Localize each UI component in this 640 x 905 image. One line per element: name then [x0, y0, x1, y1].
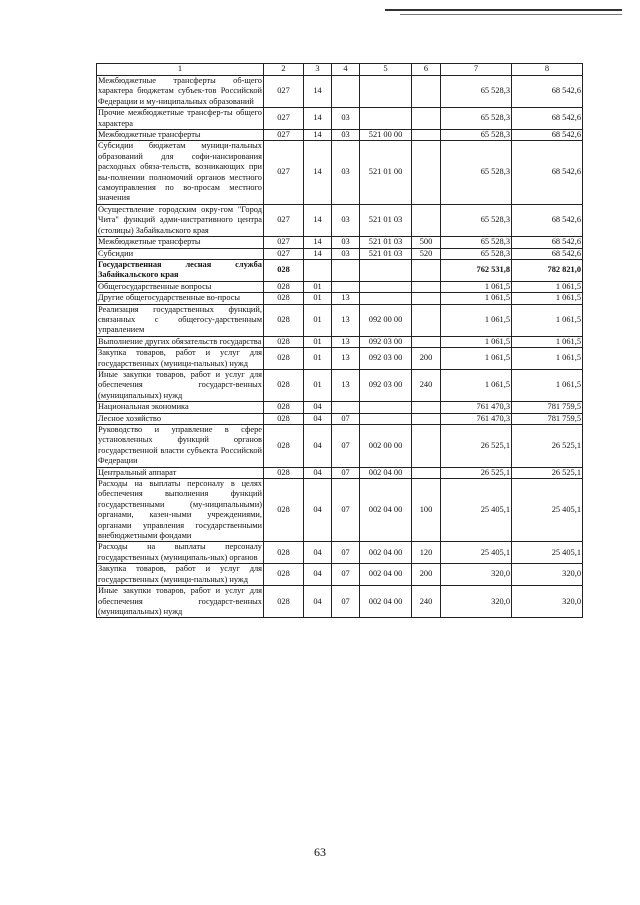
amount-year-2-cell: 68 542,6 [512, 141, 583, 204]
amount-year-2-cell: 1 061,5 [512, 304, 583, 336]
table-row [97, 336, 583, 347]
item-name-cell: Центральный аппарат [97, 467, 264, 478]
amount-year-2-cell: 68 542,6 [512, 237, 583, 248]
ministry-code-cell: 027 [264, 237, 304, 248]
ministry-code-cell: 027 [264, 204, 304, 236]
table-row [97, 108, 583, 130]
ministry-code-cell: 028 [264, 293, 304, 304]
item-name-cell: Реализация государственных функций, связанных с общегосу-дарственным управлением [98, 304, 262, 335]
subsection-code-cell: 03 [332, 248, 360, 259]
ministry-code-cell: 028 [264, 479, 304, 542]
section-code-cell: 01 [304, 348, 332, 370]
amount-year-2-cell: 781 759,5 [512, 402, 583, 413]
amount-year-1-cell: 25 405,1 [441, 479, 512, 542]
item-name-cell: Иные закупки товаров, работ и услуг для обеспечения государст-венных (муниципальных) нужд [98, 369, 262, 400]
table-row [97, 141, 583, 204]
section-code-cell: 04 [304, 425, 332, 468]
amount-year-1-cell: 65 528,3 [441, 237, 512, 248]
target-article-cell: 092 00 00 [360, 304, 412, 336]
expense-type-cell [412, 425, 441, 468]
column-number: 5 [360, 64, 412, 76]
amount-year-2-cell: 25 405,1 [512, 479, 583, 542]
item-name-cell: Руководство и управление в сфере установленных функций органов государственной власти субъекта Российской Федерации [98, 425, 262, 466]
expense-type-cell: 240 [412, 586, 441, 618]
ministry-code-cell: 028 [264, 304, 304, 336]
item-name-cell: Другие общегосударственные во-просы [97, 293, 264, 304]
section-code-cell: 04 [304, 402, 332, 413]
column-number: 6 [412, 64, 441, 76]
column-number: 1 [97, 64, 264, 76]
target-article-cell [360, 413, 412, 424]
top-decorative-rule-thin [400, 14, 622, 15]
item-name-cell: Расходы на выплаты персоналу в целях обеспечения выполнения функций государственными (му-ниципальными) органами, казен-ными учреждениями, органами управления государственными внебюджетными фондами [98, 479, 262, 541]
amount-year-1-cell: 1 061,5 [441, 281, 512, 292]
expense-type-cell [412, 130, 441, 141]
subsection-code-cell: 07 [332, 479, 360, 542]
ministry-code-cell: 028 [264, 402, 304, 413]
section-code-cell: 14 [304, 130, 332, 141]
ministry-code-cell: 028 [264, 413, 304, 424]
target-article-cell: 521 01 03 [360, 204, 412, 236]
section-code-cell: 01 [304, 293, 332, 304]
column-number: 2 [264, 64, 304, 76]
subsection-code-cell: 13 [332, 369, 360, 401]
subsection-code-cell: 07 [332, 586, 360, 618]
item-name-cell: Субсидии бюджетам муници-пальных образований для софи-нансирования расходных обяза-тельств, возникающих при вы-полнении полномочий органов местного самоуправления по во-просам местного значения [98, 141, 262, 203]
expense-type-cell [412, 413, 441, 424]
column-number: 3 [304, 64, 332, 76]
section-code-cell: 04 [304, 542, 332, 564]
table-row [97, 586, 583, 618]
target-article-cell: 092 03 00 [360, 348, 412, 370]
table-row [97, 76, 583, 108]
amount-year-2-cell: 1 061,5 [512, 281, 583, 292]
target-article-cell: 002 00 00 [360, 425, 412, 468]
target-article-cell [360, 259, 412, 281]
amount-year-2-cell: 782 821,0 [512, 259, 583, 281]
item-name-cell: Осуществление городским окру-гом "Город Чита" функций адми-нистративного центра (столицы) Забайкальского края [98, 204, 262, 235]
column-number: 4 [332, 64, 360, 76]
amount-year-2-cell: 68 542,6 [512, 204, 583, 236]
subsection-code-cell: 03 [332, 130, 360, 141]
target-article-cell: 521 01 03 [360, 237, 412, 248]
expense-type-cell [412, 304, 441, 336]
target-article-cell: 002 04 00 [360, 586, 412, 618]
subsection-code-cell: 07 [332, 413, 360, 424]
section-code-cell: 01 [304, 369, 332, 401]
amount-year-1-cell: 65 528,3 [441, 248, 512, 259]
table-row [97, 204, 583, 236]
ministry-code-cell: 028 [264, 542, 304, 564]
expense-type-cell: 500 [412, 237, 441, 248]
table-row [97, 293, 583, 304]
expense-type-cell: 200 [412, 564, 441, 586]
section-code-cell: 14 [304, 108, 332, 130]
column-number-row [97, 64, 583, 76]
amount-year-2-cell: 1 061,5 [512, 293, 583, 304]
amount-year-2-cell: 1 061,5 [512, 369, 583, 401]
table-row [97, 348, 583, 370]
amount-year-1-cell: 1 061,5 [441, 304, 512, 336]
table-row [97, 304, 583, 336]
expense-type-cell [412, 76, 441, 108]
section-code-cell: 01 [304, 304, 332, 336]
item-name-cell: Иные закупки товаров, работ и услуг для обеспечения государст-венных (муниципальных) нужд [98, 586, 262, 616]
expense-type-cell [412, 281, 441, 292]
section-code-cell: 04 [304, 479, 332, 542]
section-code-cell: 04 [304, 467, 332, 478]
subsection-code-cell: 07 [332, 564, 360, 586]
section-code-cell: 01 [304, 336, 332, 347]
amount-year-1-cell: 65 528,3 [441, 141, 512, 204]
top-decorative-rule [385, 9, 622, 11]
section-code-cell: 14 [304, 76, 332, 108]
page-number: 63 [314, 845, 326, 859]
table-row [97, 542, 583, 564]
amount-year-1-cell: 25 405,1 [441, 542, 512, 564]
target-article-cell: 521 00 00 [360, 130, 412, 141]
expense-type-cell [412, 108, 441, 130]
table-row [97, 259, 583, 281]
subsection-code-cell [332, 259, 360, 281]
ministry-code-cell: 028 [264, 425, 304, 468]
section-code-cell: 14 [304, 248, 332, 259]
ministry-code-cell: 027 [264, 76, 304, 108]
section-code-cell: 01 [304, 281, 332, 292]
table-row [97, 248, 583, 259]
section-code-cell: 04 [304, 564, 332, 586]
table-row [97, 467, 583, 478]
table-row [97, 237, 583, 248]
amount-year-2-cell: 26 525,1 [512, 467, 583, 478]
amount-year-2-cell: 68 542,6 [512, 108, 583, 130]
amount-year-1-cell: 26 525,1 [441, 467, 512, 478]
ministry-code-cell: 028 [264, 281, 304, 292]
section-code-cell: 14 [304, 237, 332, 248]
amount-year-2-cell: 320,0 [512, 586, 583, 618]
item-name-cell: Субсидии [97, 248, 264, 259]
table-row [97, 425, 583, 468]
amount-year-2-cell: 1 061,5 [512, 336, 583, 347]
table-row [97, 479, 583, 542]
subsection-code-cell: 03 [332, 237, 360, 248]
amount-year-2-cell: 781 759,5 [512, 413, 583, 424]
section-code-cell: 14 [304, 141, 332, 204]
amount-year-1-cell: 762 531,8 [441, 259, 512, 281]
column-number: 8 [512, 64, 583, 76]
item-name-cell: Лесное хозяйство [97, 413, 264, 424]
target-article-cell: 092 03 00 [360, 336, 412, 347]
target-article-cell [360, 108, 412, 130]
table-row [97, 413, 583, 424]
item-name-cell: Национальная экономика [97, 402, 264, 413]
target-article-cell [360, 281, 412, 292]
item-name-cell: Государственная лесная служба Забайкальского края [98, 259, 262, 280]
budget-table-body [97, 64, 583, 618]
subsection-code-cell [332, 402, 360, 413]
amount-year-1-cell: 761 470,3 [441, 402, 512, 413]
expense-type-cell: 200 [412, 348, 441, 370]
amount-year-1-cell: 1 061,5 [441, 336, 512, 347]
column-number: 7 [441, 64, 512, 76]
expense-type-cell [412, 293, 441, 304]
table-row [97, 130, 583, 141]
amount-year-1-cell: 65 528,3 [441, 130, 512, 141]
table-row [97, 402, 583, 413]
ministry-code-cell: 028 [264, 564, 304, 586]
amount-year-2-cell: 68 542,6 [512, 248, 583, 259]
ministry-code-cell: 028 [264, 467, 304, 478]
table-row [97, 369, 583, 401]
target-article-cell [360, 402, 412, 413]
amount-year-2-cell: 320,0 [512, 564, 583, 586]
amount-year-1-cell: 65 528,3 [441, 204, 512, 236]
subsection-code-cell: 13 [332, 293, 360, 304]
section-code-cell: 14 [304, 204, 332, 236]
ministry-code-cell: 028 [264, 259, 304, 281]
expense-type-cell: 240 [412, 369, 441, 401]
subsection-code-cell: 13 [332, 348, 360, 370]
expense-type-cell: 120 [412, 542, 441, 564]
subsection-code-cell: 07 [332, 425, 360, 468]
subsection-code-cell: 13 [332, 304, 360, 336]
amount-year-2-cell: 25 405,1 [512, 542, 583, 564]
amount-year-2-cell: 26 525,1 [512, 425, 583, 468]
table-row [97, 564, 583, 586]
expense-type-cell [412, 141, 441, 204]
amount-year-1-cell: 1 061,5 [441, 369, 512, 401]
target-article-cell [360, 293, 412, 304]
amount-year-2-cell: 68 542,6 [512, 76, 583, 108]
amount-year-1-cell: 1 061,5 [441, 348, 512, 370]
amount-year-2-cell: 68 542,6 [512, 130, 583, 141]
item-name-cell: Прочие межбюджетные трансфер-ты общего характера [98, 108, 262, 128]
ministry-code-cell: 027 [264, 248, 304, 259]
ministry-code-cell: 028 [264, 586, 304, 618]
target-article-cell: 002 04 00 [360, 479, 412, 542]
expense-type-cell [412, 259, 441, 281]
expense-type-cell: 520 [412, 248, 441, 259]
amount-year-2-cell: 1 061,5 [512, 348, 583, 370]
expense-type-cell [412, 336, 441, 347]
amount-year-1-cell: 26 525,1 [441, 425, 512, 468]
ministry-code-cell: 027 [264, 130, 304, 141]
ministry-code-cell: 028 [264, 336, 304, 347]
subsection-code-cell: 07 [332, 467, 360, 478]
item-name-cell: Общегосударственные вопросы [97, 281, 264, 292]
amount-year-1-cell: 65 528,3 [441, 76, 512, 108]
budget-table [96, 63, 583, 618]
target-article-cell: 002 04 00 [360, 542, 412, 564]
subsection-code-cell [332, 281, 360, 292]
amount-year-1-cell: 320,0 [441, 586, 512, 618]
expense-type-cell [412, 402, 441, 413]
item-name-cell: Закупка товаров, работ и услуг для государственных (муници-пальных) нужд [98, 348, 262, 368]
target-article-cell: 521 01 00 [360, 141, 412, 204]
ministry-code-cell: 028 [264, 369, 304, 401]
ministry-code-cell: 027 [264, 141, 304, 204]
subsection-code-cell [332, 76, 360, 108]
amount-year-1-cell: 1 061,5 [441, 293, 512, 304]
table-row [97, 281, 583, 292]
amount-year-1-cell: 65 528,3 [441, 108, 512, 130]
item-name-cell: Выполнение других обязательств государства [97, 336, 264, 347]
target-article-cell [360, 76, 412, 108]
expense-type-cell [412, 204, 441, 236]
amount-year-1-cell: 761 470,3 [441, 413, 512, 424]
subsection-code-cell: 13 [332, 336, 360, 347]
section-code-cell: 04 [304, 413, 332, 424]
expense-type-cell [412, 467, 441, 478]
section-code-cell: 04 [304, 586, 332, 618]
target-article-cell: 092 03 00 [360, 369, 412, 401]
ministry-code-cell: 027 [264, 108, 304, 130]
target-article-cell: 002 04 00 [360, 467, 412, 478]
subsection-code-cell: 03 [332, 108, 360, 130]
subsection-code-cell: 07 [332, 542, 360, 564]
subsection-code-cell: 03 [332, 204, 360, 236]
item-name-cell: Межбюджетные трансферты [97, 237, 264, 248]
expense-type-cell: 100 [412, 479, 441, 542]
item-name-cell: Закупка товаров, работ и услуг для государственных (муници-пальных) нужд [98, 564, 262, 584]
item-name-cell: Расходы на выплаты персоналу государственных (муниципаль-ных) органов [98, 542, 262, 562]
target-article-cell: 521 01 03 [360, 248, 412, 259]
ministry-code-cell: 028 [264, 348, 304, 370]
item-name-cell: Межбюджетные трансферты об-щего характера бюджетам субъек-тов Российской Федерации и му-ниципальных образований [98, 76, 262, 106]
item-name-cell: Межбюджетные трансферты [97, 130, 264, 141]
amount-year-1-cell: 320,0 [441, 564, 512, 586]
target-article-cell: 002 04 00 [360, 564, 412, 586]
section-code-cell [304, 259, 332, 281]
subsection-code-cell: 03 [332, 141, 360, 204]
